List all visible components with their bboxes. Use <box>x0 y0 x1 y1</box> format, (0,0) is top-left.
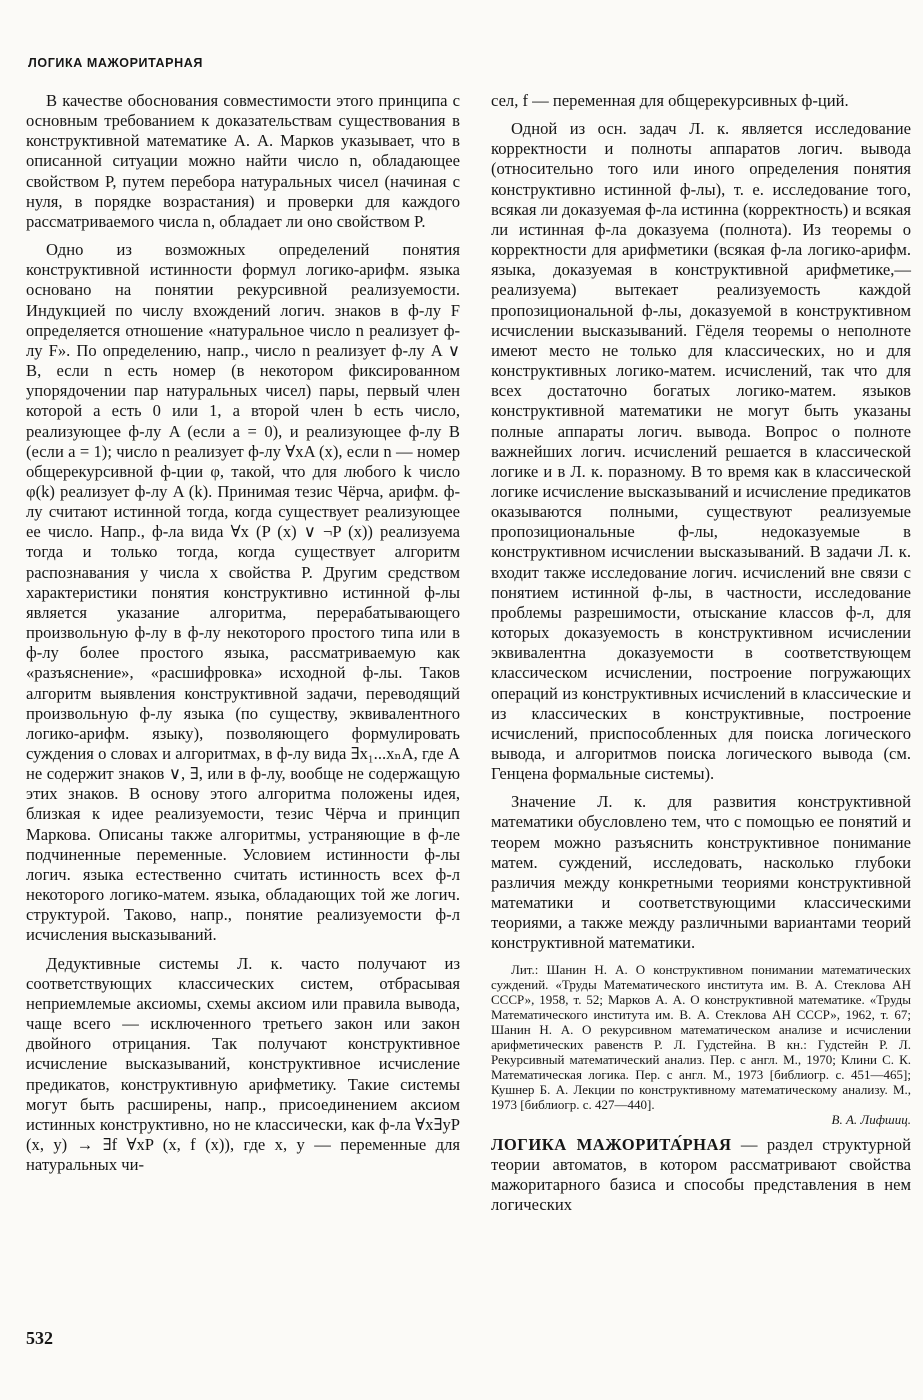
paragraph: Одно из возможных определений понятия конструктивной истинности формул логико-арифм. языка основано на понятии рекурсивной реализуемости. Индукцией по числу вхождений логич. знаков в ф-лу F определяется отношение «натуральное число n реализует ф-лу F». По определению, напр., число n реализует ф-лу A ∨ B, если n есть номер (в некотором фиксированном упорядочении пар натуральных чисел) пары, первый член которой a есть 0 или 1, а второй член b есть число, реализующее ф-лу A (если a = 0), и реализующее ф-лу B (если a = 1); число n реализует ф-лу ∀xA (x), если n — номер общерекурсивной ф-ции φ, такой, что для любого k число φ(k) реализует ф-лу A (k). Принимая тезис Чёрча, арифм. ф-лу считают истинной тогда, когда существует реализующее ее число. Напр., ф-ла вида ∀x (P (x) ∨ ¬P (x)) реализуема тогда и только тогда, когда существует алгоритм распознавания у числа x свойства P. Другим средством характеристики понятия конструктивно истинной ф-лы является указание алгоритма, перерабатывающего произвольную ф-лу в ф-лу некоторого простого типа или в ф-лу более простого языка, рассматриваемую как «разъяснение», «расшифровка» исходной ф-лы. Таков алгоритм выявления конструктивной задачи, переводящий произвольную ф-лу языка (по существу, эквивалентного логико-арифм. языку), позволяющего формулировать суждения о словах и алгоритмах, в ф-лу вида ∃x₁...xₙA, где A не содержит знаков ∨, ∃, или в ф-лу, вообще не содержащую этих знаков. В основу этого алгоритма положены идея, близкая к идее реализуемости, тезис Чёрча и принцип Маркова. Описаны также алгоритмы, устраняющие в ф-ле подчиненные переменные. Условием истинности ф-лы логич. языка естественно считать истинность всех ф-л некоторого логико-матем. языка, обладающих той же логич. структурой. Таково, напр., понятие реализуемости ф-л исчисления высказываний. <box>26 240 460 945</box>
right-column <box>491 91 911 1223</box>
paragraph: Одной из осн. задач Л. к. является исследование корректности и полноты аппаратов логич. вывода (относительно того или иного определения понятия конструктивно истинной ф-лы), т. е. исследование того, всякая ли доказуемая ф-ла истинна (корректность) и всякая ли истинная ф-ла доказуема (полнота). Из теоремы о корректности для арифметики (всякая ф-ла логико-арифм. языка, доказуемая в конструктивной арифметике,— реализуема) вытекает реализуемость каждой пропозициональной ф-лы, доказуемой в конструктивном исчислении высказываний. Гёделя теоремы о неполноте имеют место не только для классических, но и для конструктивных логико-матем. исчислений, так что для всех достаточно богатых логико-матем. языков конструктивной математики не могут быть указаны полные аппараты логич. вывода. Вопрос о полноте важнейших логич. исчислений решается в классической логике и в Л. к. поразному. В то время как в классической логике исчисление высказываний и исчисление предикатов оказываются полными, существуют реализуемые пропозициональные ф-лы, недоказуемые в конструктивном исчислении высказываний. В задачи Л. к. входит также исследование логич. исчислений вне связи с понятием истинной ф-лы, в частности, исследование проблемы разрешимости, отыскание классов ф-л, для которых доказуемость в конструктивном исчислении эквивалентна доказуемости в соответствующем классическом исчислении, построение погружающих операций из конструктивных исчислений в классические и из классических в конструктивные, построение исчислений, приспособленных для поиска логического вывода, и алгоритмов поиска логического вывода (см. Генцена формальные системы). <box>491 119 911 784</box>
literature-references <box>491 962 911 1127</box>
references-text: Лит.: Шанин Н. А. О конструктивном понимании математических суждений. «Труды Математического института им. В. А. Стеклова АН СССР», 1958, т. 52; Марков А. А. О конструктивной математике. «Труды Математического института им. В. А. Стеклова АН СССР», 1962, т. 67; Шанин Н. А. О рекурсивном математическом анализе и исчислении арифметических равенств Р. Л. Гудстейна. В кн.: Гудстейн Р. Л. Рекурсивный математический анализ. Пер. с англ. М., 1970; Клини С. К. Математическая логика. Пер. с англ. М., 1973 [библиогр. с. 451—465]; Кушнер Б. А. Лекции по конструктивному математическому анализу. М., 1973 [библиогр. с. 427—440]. <box>491 961 911 1112</box>
paragraph: Дедуктивные системы Л. к. часто получают из соответствующих классических систем, отбрасывая неприемлемые аксиомы, схемы аксиом или правила вывода, чаще всего — исключенного третьего закон или закон двойного отрицания. Так получают конструктивное исчисление высказываний, конструктивное исчисление предикатов, конструктивную арифметику. Такие системы могут быть расширены, напр., присоединением аксиом истинных конструктивно, но не классически, как ф-ла ∀x∃yP (x, y) → ∃f ∀xP (x, f (x)), где x, y — переменные для натуральных чи- <box>26 953 460 1175</box>
paragraph-continuation: сел, f — переменная для общерекурсивных ф-ций. <box>491 91 849 110</box>
entry-text: — раздел структурной теории автоматов, в котором рассматривают свойства мажоритарного базиса и способы представления в нем логических <box>491 1134 911 1215</box>
left-column <box>26 91 460 1183</box>
new-entry <box>491 1135 911 1216</box>
paragraph: Значение Л. к. для развития конструктивной математики обусловлено тем, что с помощью ее понятий и теорем можно разъяснить конструктивное понимание матем. суждений, исследовать, насколько глубоки различия между конкретными теориями конструктивной математики и соответствующими классическими теориями, а также между различными вариантами теорий конструктивной математики. <box>491 792 911 953</box>
paragraph: В качестве обоснования совместимости этого принципа с основным требованием к доказательствам существования в конструктивной математике А. А. Марков указывает, что в описанной ситуации можно найти число n, обладающее свойством P, путем перебора натуральных чисел (начиная с нуля, в порядке возрастания) и проверки для каждого рассматриваемого числа n, обладает ли оно свойством P. <box>26 91 460 231</box>
author-signature: В. А. Лифшиц. <box>831 1111 911 1127</box>
entry-title: ЛОГИКА МАЖОРИТА́РНАЯ <box>491 1134 732 1154</box>
page-number: 532 <box>26 1328 53 1348</box>
running-head: ЛОГИКА МАЖОРИТАРНАЯ <box>28 56 203 70</box>
